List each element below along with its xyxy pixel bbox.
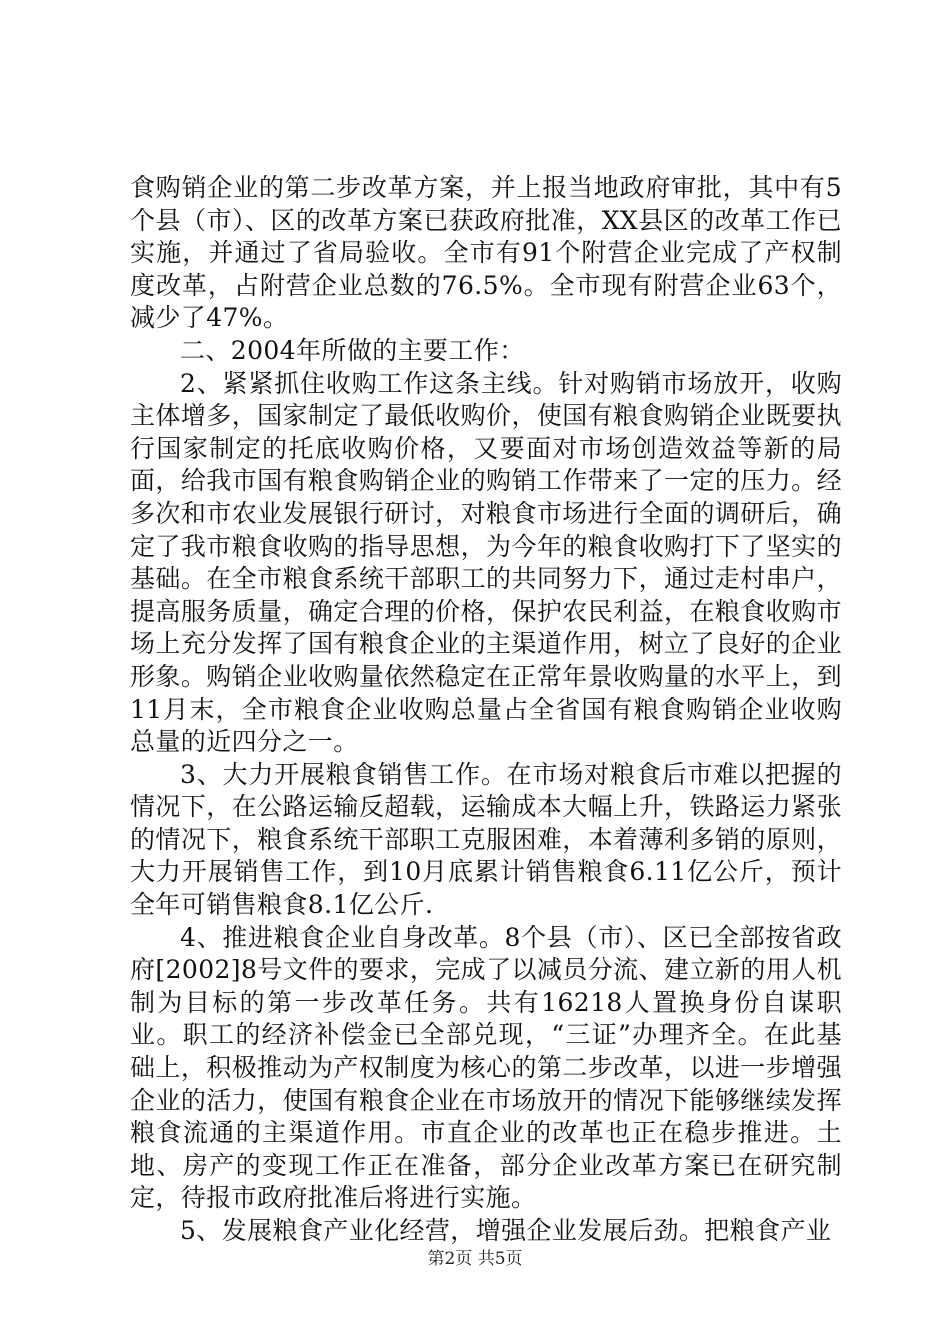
paragraph-enterprise-reform: 4、推进粮食企业自身改革。8个县（市）、区已全部按省政府[2002]8号文件的要求，完成了以减员分流、建立新的用人机制为目标的第一步改革任务。共有16218人置换身份自谋职业。职工的经济补偿金已全部兑现，“三证”办理齐全。在此基础上，积极推动为产权制度为核心的第二步改革，以进一步增强企业的活力，使国有粮食企业在市场放开的情况下能够继续发挥粮食流通的主渠道作用。市直企业的改革也正在稳步推进。土地、房产的变现工作正在准备，部分企业改革方案已在研究制定，待报市政府批准后将进行实施。 xyxy=(130,922,842,1213)
paragraph-industrialization: 5、发展粮食产业化经营，增强企业发展后劲。把粮食产业 xyxy=(180,1216,832,1245)
paragraph-purchasing-work: 2、紧紧抓住收购工作这条主线。针对购销市场放开，收购主体增多，国家制定了最低收购价，使国有粮食购销企业既要执行国家制定的托底收购价格，又要面对市场创造效益等新的局面，给我市国有粮食购销企业的购销工作带来了一定的压力。经多次和市农业发展银行研讨，对粮食市场进行全面的调研后，确定了我市粮食收购的指导思想，为今年的粮食收购打下了坚实的基础。在全市粮食系统干部职工的共同努力下，通过走村串户，提高服务质量，确定合理的价格，保护农民利益，在粮食收购市场上充分发挥了国有粮食企业的主渠道作用，树立了良好的企业形象。购销企业收购量依然稳定在正常年景收购量的水平上，到11月末，全市粮食企业收购总量占全省国有粮食购销企业收购总量的近四分之一。 xyxy=(130,368,842,757)
paragraph-section-heading: 二、2004年所做的主要工作： xyxy=(180,335,525,365)
paragraph-sales-work: 3、大力开展粮食销售工作。在市场对粮食后市难以把握的情况下，在公路运输反超载，运输成本大幅上升，铁路运力紧张的情况下，粮食系统干部职工克服困难，本着薄利多销的原则，大力开展销售工作，到10月底累计销售粮食6.11亿公斤，预计全年可销售粮食8.1亿公斤. xyxy=(130,759,842,920)
paragraph-reform-summary: 食购销企业的第二步改革方案，并上报当地政府审批，其中有5个县（市）、区的改革方案已获政府批准，XX县区的改革工作已实施，并通过了省局验收。全市有91个附营企业完成了产权制度改革，占附营企业总数的76.5%。全市现有附营企业63个，减少了47%。 xyxy=(130,173,842,333)
page-number-label: 第2页 共5页 xyxy=(427,1249,523,1269)
document-body xyxy=(130,172,842,1248)
page-footer xyxy=(0,1244,950,1269)
